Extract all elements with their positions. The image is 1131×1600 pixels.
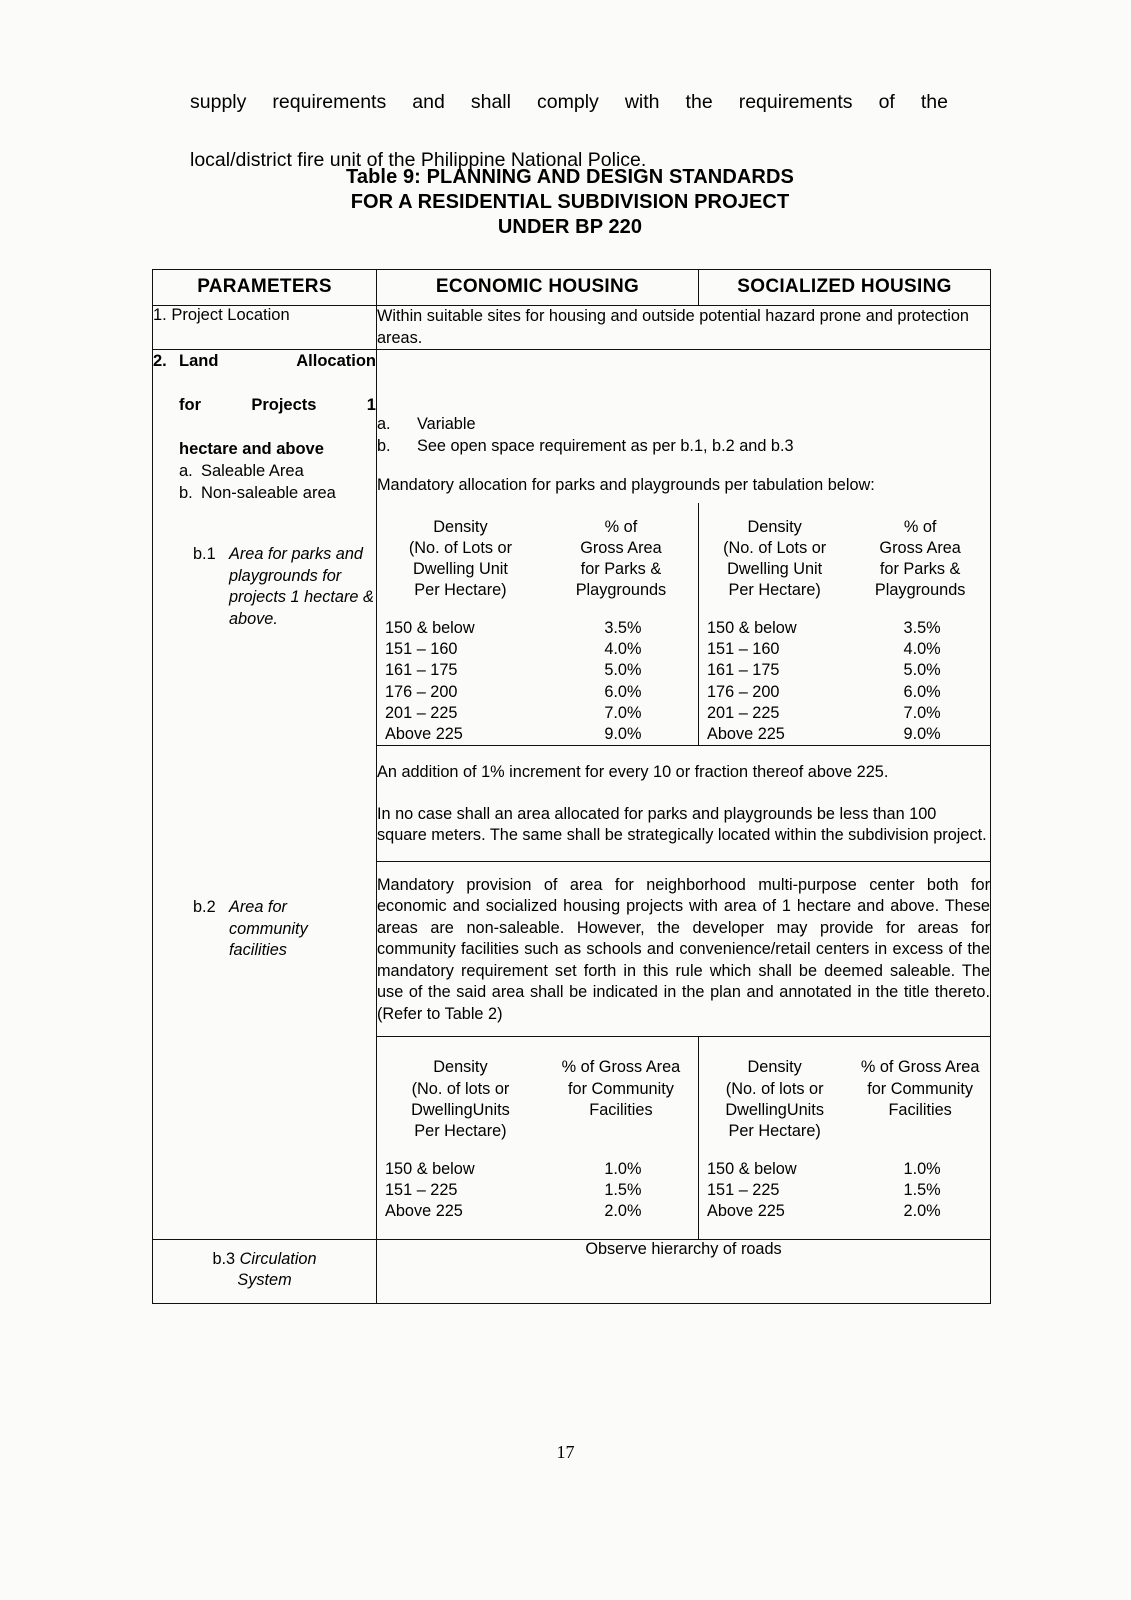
- table-row-land-allocation: [153, 350, 991, 503]
- parks-density-header-economic: [377, 517, 698, 602]
- density-row: [377, 660, 698, 681]
- value-item-b: [377, 436, 990, 458]
- land-allocation-heading: [153, 350, 376, 460]
- density-range: Above 225: [385, 725, 463, 744]
- community-density-economic: [377, 1037, 699, 1239]
- hdr-line: DwellingUnits: [411, 1101, 510, 1120]
- density-row: [699, 660, 990, 681]
- density-row: [699, 1159, 990, 1180]
- hdr-line: % of: [604, 517, 638, 536]
- hdr-line: % of: [903, 517, 937, 536]
- parks-density-rows-economic: [377, 618, 698, 746]
- b2-text-l1: Area for: [229, 898, 287, 916]
- hdr-line: Density: [433, 517, 488, 536]
- density-row: [377, 618, 698, 639]
- value-b-label: b.: [377, 436, 391, 455]
- density-range: 151 – 225: [707, 1180, 780, 1199]
- row-label-b2: [153, 897, 376, 962]
- land-allocation-heading-l3: hectare and above: [179, 440, 324, 458]
- subitem-a: [179, 460, 376, 482]
- community-density-header-socialized: [699, 1057, 990, 1142]
- b3-text-l1: Circulation: [239, 1249, 317, 1268]
- density-row: [699, 1201, 990, 1222]
- community-density-rows-socialized: [699, 1159, 990, 1223]
- subitem-b-label: b.: [179, 484, 193, 502]
- density-percent: 9.0%: [604, 725, 642, 744]
- density-range: 151 – 160: [385, 639, 458, 658]
- b1-text: Area for parks and playgrounds for projects 1 hectare & above.: [229, 545, 374, 628]
- density-percent: 7.0%: [903, 703, 941, 722]
- community-density-table-socialized: [699, 1057, 990, 1222]
- density-range: 150 & below: [385, 618, 475, 637]
- subitem-a-text: Saleable Area: [201, 462, 304, 480]
- row-label-land-allocation: [153, 350, 377, 1240]
- hdr-line: % of Gross Area: [561, 1058, 681, 1077]
- density-percent: 1.5%: [903, 1180, 941, 1199]
- density-percent: 2.0%: [604, 1202, 642, 1221]
- density-range: 161 – 175: [707, 661, 780, 680]
- hdr-line: Facilities: [589, 1101, 653, 1120]
- density-row: [699, 618, 990, 639]
- density-range: 151 – 225: [385, 1180, 458, 1199]
- title-line-2: FOR A RESIDENTIAL SUBDIVISION PROJECT: [350, 191, 790, 213]
- b1-label: b.1: [193, 545, 216, 563]
- parks-density-col-header-economic: [377, 517, 544, 602]
- subitem-a-label: a.: [179, 462, 193, 480]
- parks-pct-col-header-socialized: [850, 517, 990, 602]
- density-range: 176 – 200: [385, 682, 458, 701]
- parks-density-table-socialized: [699, 517, 990, 746]
- b2-text: [229, 897, 376, 962]
- community-density-socialized: [699, 1037, 991, 1239]
- hdr-line: Per Hectare): [728, 1122, 821, 1141]
- density-percent: 7.0%: [604, 703, 642, 722]
- hdr-line: Per Hectare): [414, 1122, 507, 1141]
- density-percent: 4.0%: [903, 639, 941, 658]
- density-percent: 6.0%: [903, 682, 941, 701]
- density-row: [699, 682, 990, 703]
- intro-line-2: local/district fire unit of the Philippine National Police.: [190, 149, 647, 171]
- parks-notes-cell: [377, 746, 991, 862]
- parks-pct-col-header-economic: [544, 517, 698, 602]
- hdr-line: (No. of Lots or: [408, 538, 513, 557]
- land-allocation-heading-l2: for Projects 1: [179, 396, 376, 414]
- b2-text-l3: facilities: [229, 941, 287, 959]
- b2-text-l2: community: [229, 919, 308, 938]
- density-row: [699, 724, 990, 745]
- subitem-b-text: Non-saleable area: [201, 484, 336, 502]
- hdr-line: Per Hectare): [728, 581, 821, 600]
- parks-density-header-socialized: [699, 517, 990, 602]
- value-b-text: See open space requirement as per b.1, b.2 and b.3: [417, 436, 794, 455]
- row-label-project-location: 1. Project Location: [153, 306, 377, 350]
- parks-note-2: In no case shall an area allocated for parks and playgrounds be less than 100 square meters. The same shall be strategically located within the subdivision project.: [377, 804, 987, 845]
- density-row: [699, 639, 990, 660]
- density-row: [377, 682, 698, 703]
- row-label-b3: [153, 1239, 377, 1303]
- hdr-line: for Community: [568, 1079, 674, 1098]
- density-range: 201 – 225: [385, 703, 458, 722]
- density-range: Above 225: [707, 1202, 785, 1221]
- parks-density-col-header-socialized: [699, 517, 850, 602]
- hdr-line: Gross Area: [879, 538, 961, 557]
- community-pct-col-header-socialized: [850, 1057, 990, 1142]
- community-density-rows-economic: [377, 1159, 698, 1223]
- hdr-line: Facilities: [888, 1101, 952, 1120]
- value-a-text: Variable: [417, 415, 476, 433]
- title-line-1: Table 9: PLANNING AND DESIGN STANDARDS: [346, 166, 794, 188]
- community-density-table-economic: [377, 1057, 698, 1222]
- hdr-line: for Parks &: [879, 560, 961, 579]
- hdr-line: for Parks &: [580, 560, 662, 579]
- density-row: [377, 639, 698, 660]
- density-range: 161 – 175: [385, 661, 458, 680]
- density-range: 150 & below: [707, 1159, 797, 1178]
- density-row: [699, 1180, 990, 1201]
- hdr-line: Playgrounds: [575, 581, 667, 600]
- hdr-line: (No. of lots or: [725, 1079, 824, 1098]
- hdr-line: Dwelling Unit: [727, 560, 823, 579]
- b2-label: b.2: [193, 898, 216, 916]
- community-density-col-header-economic: [377, 1057, 544, 1142]
- intro-line-1: supply requirements and shall comply with the requirements of the: [190, 91, 948, 113]
- table-header-row: [153, 270, 991, 306]
- hdr-line: Density: [747, 1058, 802, 1077]
- parks-density-socialized: [699, 503, 991, 746]
- parks-density-rows-socialized: [699, 618, 990, 746]
- density-range: 151 – 160: [707, 639, 780, 658]
- land-allocation-heading-l1: Land Allocation: [179, 352, 376, 370]
- parks-density-economic: [377, 503, 699, 746]
- density-row: [377, 724, 698, 745]
- density-percent: 5.0%: [903, 661, 941, 680]
- parks-density-table-economic: [377, 517, 698, 746]
- b3-text-l2: System: [237, 1271, 292, 1290]
- subitem-b: [179, 482, 376, 504]
- hdr-line: Dwelling Unit: [412, 560, 508, 579]
- density-percent: 1.0%: [903, 1159, 941, 1178]
- b3-label: b.3: [212, 1249, 236, 1268]
- header-economic-housing: ECONOMIC HOUSING: [377, 270, 699, 306]
- header-parameters: PARAMETERS: [153, 270, 377, 306]
- header-socialized-housing: SOCIALIZED HOUSING: [699, 270, 991, 306]
- community-paragraph-cell: Mandatory provision of area for neighborhood multi-purpose center both for economic and socialized housing projects with area of 1 hectare and above. These areas are non-saleable. However, the developer may provide for areas for community facilities such as schools and convenience/retail centers in excess of the mandatory requirement set forth in this rule which shall be deemed saleable. The use of the said area shall be indicated in the plan and annotated in the title thereto. (Refer to Table 2): [377, 861, 991, 1037]
- density-percent: 3.5%: [604, 618, 642, 637]
- density-percent: 4.0%: [604, 639, 642, 658]
- density-row: [377, 1201, 698, 1222]
- community-density-col-header-socialized: [699, 1057, 850, 1142]
- hdr-line: (No. of Lots or: [723, 538, 827, 557]
- density-percent: 9.0%: [903, 725, 941, 744]
- density-percent: 6.0%: [604, 682, 642, 701]
- hdr-line: Gross Area: [580, 538, 662, 557]
- density-row: [377, 703, 698, 724]
- hdr-line: Density: [433, 1058, 488, 1077]
- land-allocation-number: 2.: [153, 352, 167, 370]
- hdr-line: DwellingUnits: [725, 1101, 824, 1120]
- mandatory-allocation-note: Mandatory allocation for parks and playgrounds per tabulation below:: [377, 476, 875, 494]
- density-percent: 5.0%: [604, 661, 642, 680]
- row-value-circulation-system: Observe hierarchy of roads: [377, 1239, 991, 1303]
- hdr-line: % of Gross Area: [860, 1058, 980, 1077]
- value-a-label: a.: [377, 415, 391, 433]
- density-percent: 3.5%: [903, 618, 941, 637]
- density-row: [699, 703, 990, 724]
- density-percent: 1.5%: [604, 1180, 642, 1199]
- community-pct-col-header-economic: [544, 1057, 698, 1142]
- land-allocation-subitems: [153, 460, 376, 504]
- page-number: 17: [556, 1442, 575, 1462]
- standards-table: [152, 269, 991, 1304]
- hdr-line: for Community: [867, 1079, 974, 1098]
- title-line-3: UNDER BP 220: [497, 216, 643, 238]
- density-range: Above 225: [707, 725, 785, 744]
- density-row: [377, 1159, 698, 1180]
- row-value-project-location: Within suitable sites for housing and outside potential hazard prone and protection areas.: [377, 306, 991, 350]
- density-range: 176 – 200: [707, 682, 780, 701]
- density-row: [377, 1180, 698, 1201]
- hdr-line: Playgrounds: [874, 581, 966, 600]
- hdr-line: Density: [747, 517, 802, 536]
- value-item-a: [377, 414, 990, 436]
- page-title: [150, 165, 990, 240]
- intro-paragraph: [190, 88, 948, 175]
- table-row-circulation-system: [153, 1239, 991, 1303]
- row-label-b1: [153, 544, 376, 630]
- land-allocation-values: [377, 350, 991, 503]
- density-range: 150 & below: [385, 1159, 475, 1178]
- density-percent: 1.0%: [604, 1159, 642, 1178]
- density-range: 150 & below: [707, 618, 797, 637]
- density-percent: 2.0%: [903, 1202, 941, 1221]
- hdr-line: (No. of lots or: [411, 1079, 510, 1098]
- density-range: 201 – 225: [707, 703, 780, 722]
- hdr-line: Per Hectare): [414, 581, 507, 600]
- density-range: Above 225: [385, 1202, 463, 1221]
- table-row-project-location: [153, 306, 991, 350]
- parks-note-1: An addition of 1% increment for every 10 or fraction thereof above 225.: [377, 763, 889, 782]
- community-density-header-economic: [377, 1057, 698, 1142]
